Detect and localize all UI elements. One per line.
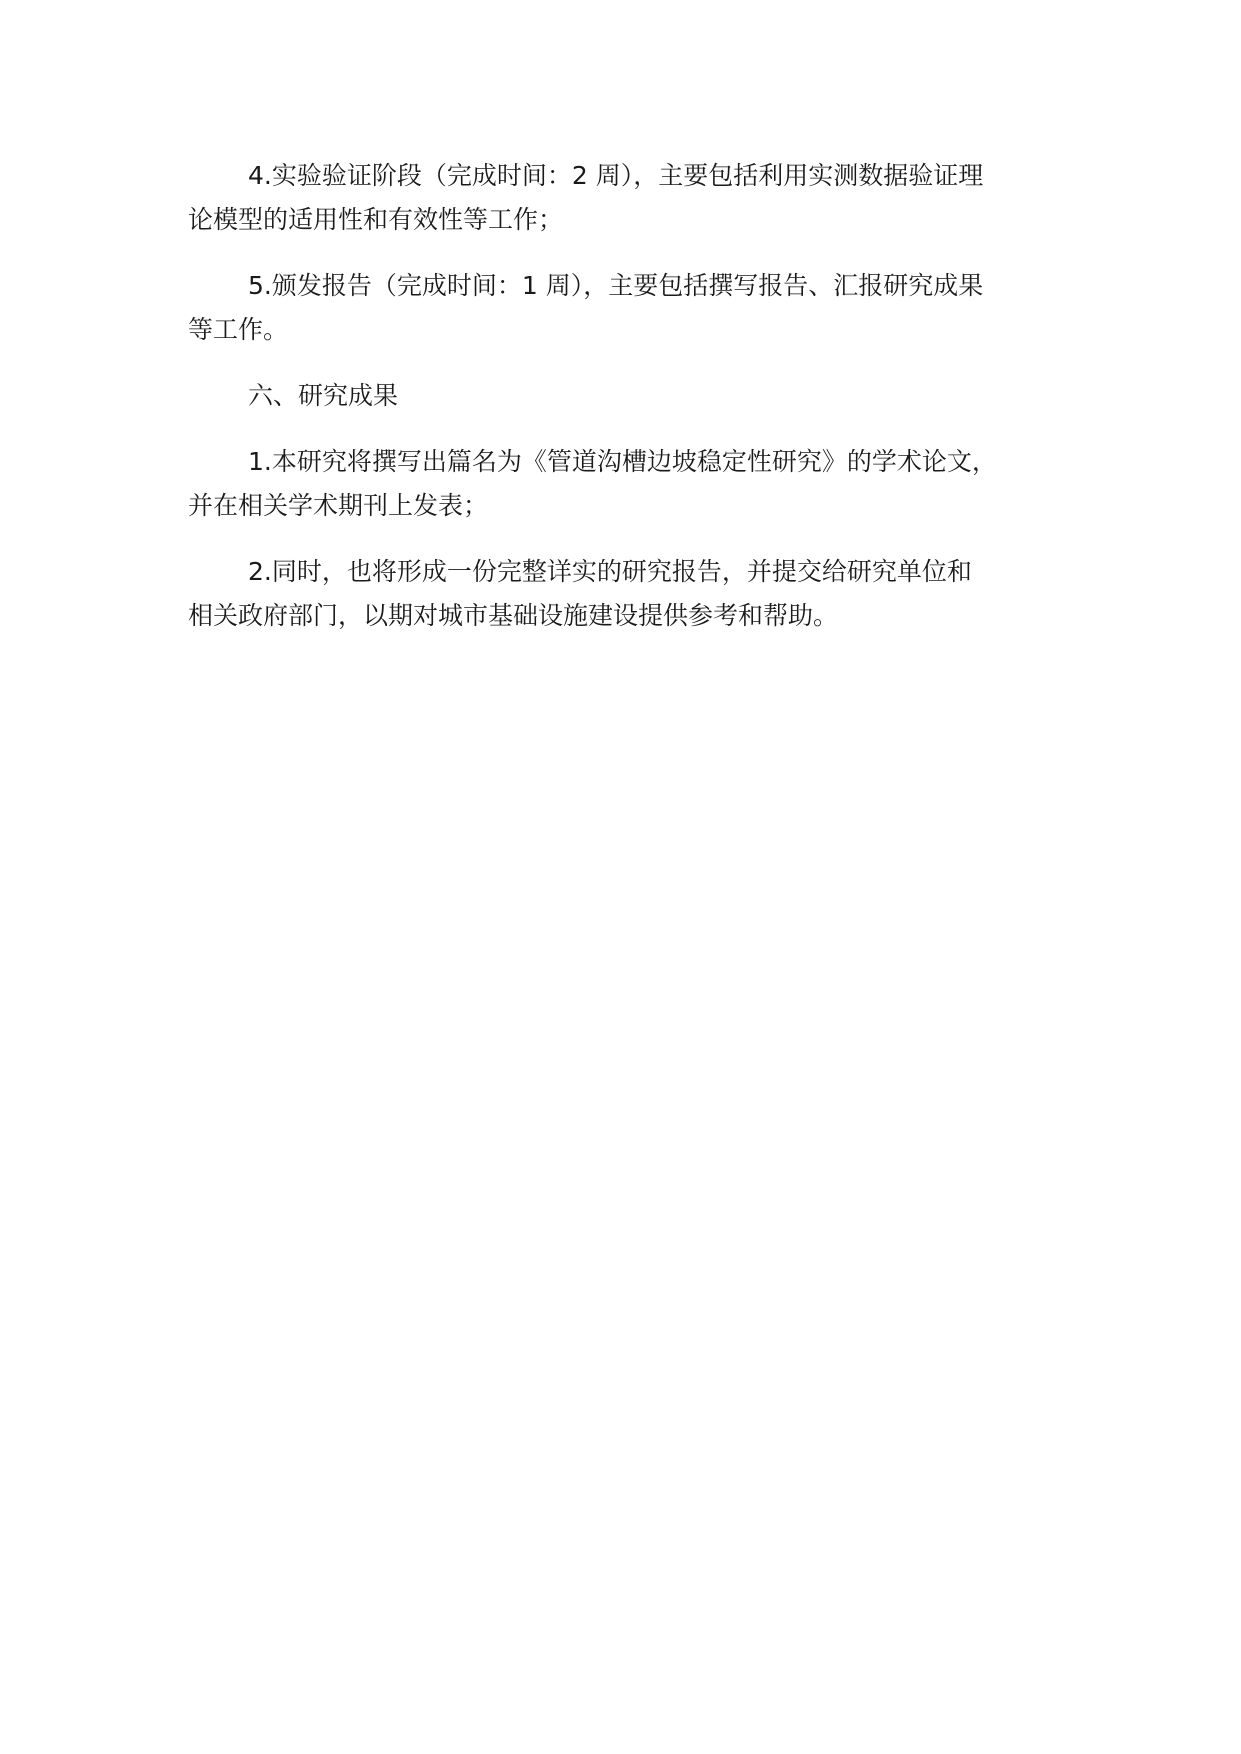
paragraph-line: 4.实验验证阶段（完成时间：2 周），主要包括利用实测数据验证理: [248, 161, 984, 190]
paragraph-experiment-verification: [188, 154, 1088, 242]
paragraph-line: 1.本研究将撰写出篇名为《管道沟槽边坡稳定性研究》的学术论文，: [248, 447, 997, 476]
paragraph-line: 5.颁发报告（完成时间：1 周），主要包括撰写报告、汇报研究成果: [248, 271, 984, 300]
paragraph-line: 相关政府部门，以期对城市基础设施建设提供参考和帮助。: [188, 601, 839, 630]
paragraph-line: 并在相关学术期刊上发表；: [188, 491, 489, 520]
section-heading: 六、研究成果: [248, 381, 399, 410]
paragraph-line: 2.同时，也将形成一份完整详实的研究报告，并提交给研究单位和: [248, 557, 972, 586]
paragraph-result-report: [188, 550, 1088, 638]
document-body: [188, 154, 1088, 660]
paragraph-line: 等工作。: [188, 315, 289, 344]
paragraph-line: 论模型的适用性和有效性等工作；: [188, 205, 564, 234]
paragraph-result-paper: [188, 440, 1088, 528]
paragraph-issue-report: [188, 264, 1088, 352]
